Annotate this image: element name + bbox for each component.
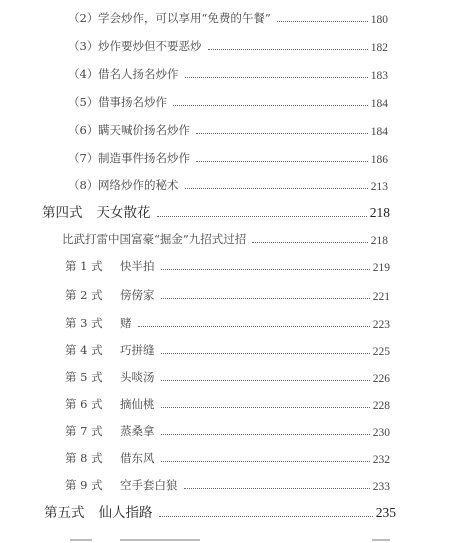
page-number: 226 [372, 373, 390, 385]
dotted-leader [277, 21, 368, 22]
move-title: 空手套白狼 [120, 478, 178, 492]
move-title: 头啖汤 [120, 370, 155, 384]
page-number: 230 [372, 427, 390, 439]
dotted-leader [196, 161, 368, 162]
chapter-number: 第四式 [42, 205, 83, 221]
page-number: 180 [370, 14, 388, 26]
dotted-leader [252, 242, 367, 243]
move-title: 摘仙桃 [120, 397, 155, 411]
cut-off-next-line [0, 536, 453, 543]
page-number: 221 [372, 291, 390, 303]
dotted-leader [173, 105, 368, 106]
dotted-leader [161, 298, 370, 299]
subitem-title: 借事扬名炒作 [98, 95, 167, 109]
move-number: 第 6 式 [65, 397, 103, 411]
dotted-leader [196, 133, 368, 134]
toc-subitem [68, 10, 388, 26]
toc-intro [62, 231, 388, 247]
dotted-leader [185, 77, 368, 78]
dotted-leader [161, 269, 370, 270]
move-title: 巧拼缝 [120, 343, 155, 357]
move-title: 蒸桑拿 [120, 424, 155, 438]
dotted-leader [208, 49, 368, 50]
toc-move [65, 258, 390, 274]
subitem-number: （7） [68, 151, 99, 165]
intro-title: 比武打雷中国富豪“掘金”九招式过招 [62, 232, 247, 246]
move-number: 第 7 式 [65, 424, 103, 438]
subitem-title: 炒作要炒但不要恶炒 [98, 39, 202, 53]
page-number: 235 [375, 505, 396, 520]
cut-off-text-fragment [372, 539, 390, 541]
toc-subitem [68, 177, 388, 193]
subitem-number: （6） [68, 123, 99, 137]
page-number: 183 [370, 70, 388, 82]
move-number: 第 1 式 [65, 259, 103, 273]
subitem-number: （8） [68, 178, 99, 192]
move-title: 借东风 [120, 451, 155, 465]
subitem-title: 瞒天喊价扬名炒作 [98, 123, 190, 137]
toc-move [65, 315, 390, 331]
subitem-title: 网络炒作的秘术 [98, 178, 179, 192]
move-number: 第 5 式 [65, 370, 103, 384]
page-number: 182 [370, 42, 388, 54]
toc-chapter [44, 503, 396, 521]
subitem-number: （5） [68, 95, 99, 109]
chapter-number: 第五式 [44, 505, 85, 521]
dotted-leader [185, 188, 368, 189]
toc-move [65, 423, 390, 439]
page-number: 218 [369, 205, 390, 220]
page-number: 219 [372, 262, 390, 274]
toc-subitem [68, 150, 388, 166]
subitem-title: 学会炒作，可以享用“免费的午餐” [98, 11, 271, 25]
dotted-leader [138, 326, 370, 327]
toc-move [65, 477, 390, 493]
page-number: 218 [370, 235, 388, 247]
page-number: 184 [370, 126, 388, 138]
dotted-leader [184, 488, 370, 489]
page-number: 228 [372, 400, 390, 412]
dotted-leader [161, 434, 370, 435]
cut-off-text-fragment [70, 539, 92, 541]
toc-subitem [68, 38, 388, 54]
page-number: 232 [372, 454, 390, 466]
toc-move [65, 369, 390, 385]
move-number: 第 9 式 [65, 478, 103, 492]
toc-subitem [68, 122, 388, 138]
toc-subitem [68, 66, 388, 82]
move-title: 赌 [120, 316, 132, 330]
chapter-title: 天女散花 [96, 205, 151, 221]
move-number: 第 2 式 [65, 288, 103, 302]
dotted-leader [161, 407, 370, 408]
dotted-leader [159, 516, 373, 517]
cut-off-text-fragment [120, 539, 200, 541]
toc-move [65, 396, 390, 412]
page-number: 225 [372, 346, 390, 358]
move-title: 傍傍家 [120, 288, 155, 302]
toc-chapter [42, 203, 390, 221]
dotted-leader [157, 216, 367, 217]
page-number: 213 [370, 181, 388, 193]
move-number: 第 4 式 [65, 343, 103, 357]
dotted-leader [161, 353, 370, 354]
subitem-number: （3） [68, 39, 99, 53]
subitem-title: 借名人扬名炒作 [98, 67, 179, 81]
chapter-title: 仙人指路 [98, 505, 153, 521]
subitem-number: （2） [68, 11, 99, 25]
toc-move [65, 287, 390, 303]
toc-move [65, 342, 390, 358]
dotted-leader [161, 380, 370, 381]
toc-subitem [68, 94, 388, 110]
toc-move [65, 450, 390, 466]
move-title: 快半拍 [120, 259, 155, 273]
page-number: 233 [372, 481, 390, 493]
dotted-leader [161, 461, 370, 462]
move-number: 第 3 式 [65, 316, 103, 330]
subitem-number: （4） [68, 67, 99, 81]
move-number: 第 8 式 [65, 451, 103, 465]
page-number: 186 [370, 154, 388, 166]
subitem-title: 制造事件扬名炒作 [98, 151, 190, 165]
page-number: 184 [370, 98, 388, 110]
page-number: 223 [372, 319, 390, 331]
